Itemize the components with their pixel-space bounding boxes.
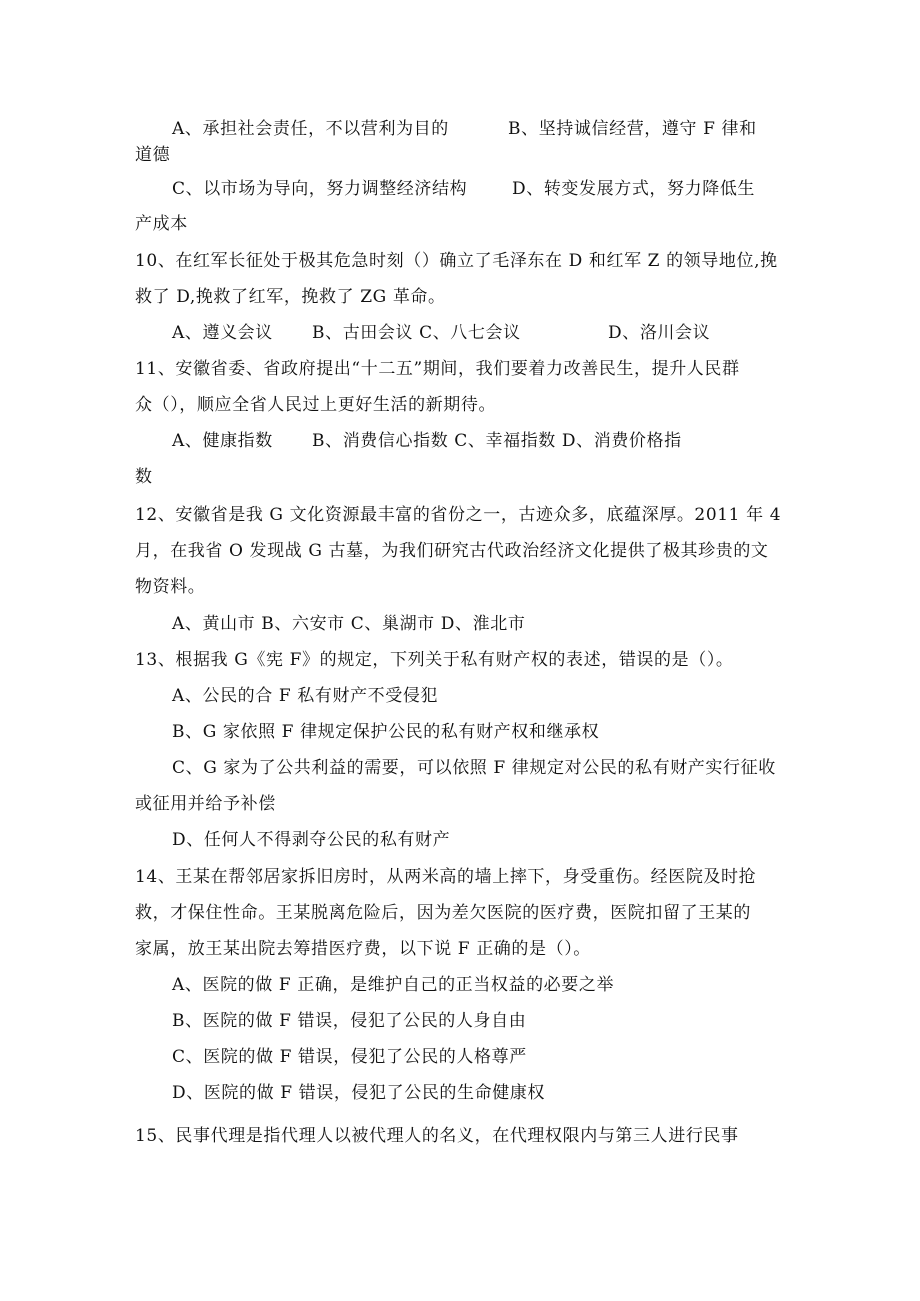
q14-option-b: B、医院的做 F 错误，侵犯了公民的人身自由 [172, 1011, 527, 1031]
q13-option-c: C、G 家为了公共利益的需要，可以依照 F 律规定对公民的私有财产实行征收 [172, 758, 776, 778]
q10-option-a: A、遵义会议 [172, 323, 273, 343]
q12-stem-line1: 12、安徽省是我 G 文化资源最丰富的省份之一，古迹众多，底蕴深厚。2011 年 4 [135, 505, 782, 525]
q9-option-b: B、坚持诚信经营，遵守 F 律和 [508, 119, 757, 139]
q9-option-row-ab [172, 118, 449, 140]
q14-option-d: D、医院的做 F 错误，侵犯了公民的生命健康权 [172, 1083, 546, 1103]
q11-option-bcd: B、消费信心指数 C、幸福指数 D、消费价格指 [312, 431, 682, 451]
q14-option-c: C、医院的做 F 错误，侵犯了公民的人格尊严 [172, 1047, 527, 1067]
q10-option-bc: B、古田会议 C、八七会议 [312, 323, 521, 343]
q15-stem-line1: 15、民事代理是指代理人以被代理人的名义，在代理权限内与第三人进行民事 [135, 1126, 739, 1146]
q9-option-d: D、转变发展方式，努力降低生 [512, 179, 756, 199]
q9-option-b-continuation: 道德 [135, 145, 171, 165]
q12-stem-line3: 物资料。 [135, 577, 206, 597]
q11-option-continuation: 数 [135, 467, 153, 487]
q9-option-a: A、承担社会责任，不以营利为目的 [172, 119, 449, 139]
q9-option-d-continuation: 产成本 [135, 214, 188, 234]
q13-stem: 13、根据我 G《宪 F》的规定，下列关于私有财产权的表述，错误的是（）。 [135, 650, 734, 670]
q11-stem-line2: 众（），顺应全省人民过上更好生活的新期待。 [135, 395, 497, 415]
q10-stem-line1: 10、在红军长征处于极其危急时刻（）确立了毛泽东在 D 和红军 Z 的领导地位,挽 [135, 251, 778, 271]
q9-option-c: C、以市场为导向，努力调整经济结构 [172, 179, 468, 199]
q14-option-a: A、医院的做 F 正确，是维护自己的正当权益的必要之举 [172, 975, 615, 995]
q11-option-a: A、健康指数 [172, 431, 273, 451]
q11-stem-line1: 11、安徽省委、省政府提出“十二五”期间，我们要着力改善民生，提升人民群 [135, 359, 740, 379]
q12-options: A、黄山市 B、六安市 C、巢湖市 D、淮北市 [172, 614, 526, 634]
q10-stem-line2: 救了 D,挽救了红军，挽救了 ZG 革命。 [135, 287, 446, 307]
q13-option-c-continuation: 或征用并给予补偿 [135, 794, 276, 814]
q10-option-d: D、洛川会议 [608, 323, 711, 343]
q14-stem-line2: 救，才保住性命。王某脱离危险后，因为差欠医院的医疗费，医院扣留了王某的 [135, 903, 751, 923]
q12-stem-line2: 月，在我省 O 发现战 G 古墓，为我们研究古代政治经济文化提供了极其珍贵的文 [135, 541, 769, 561]
q14-stem-line1: 14、王某在帮邻居家拆旧房时，从两米高的墙上摔下，身受重伤。经医院及时抢 [135, 867, 757, 887]
q14-stem-line3: 家属，放王某出院去筹措医疗费，以下说 F 正确的是（）。 [135, 939, 591, 959]
q13-option-d: D、任何人不得剥夺公民的私有财产 [172, 830, 451, 850]
q13-option-b: B、G 家依照 F 律规定保护公民的私有财产权和继承权 [172, 722, 600, 742]
q13-option-a: A、公民的合 F 私有财产不受侵犯 [172, 686, 439, 706]
